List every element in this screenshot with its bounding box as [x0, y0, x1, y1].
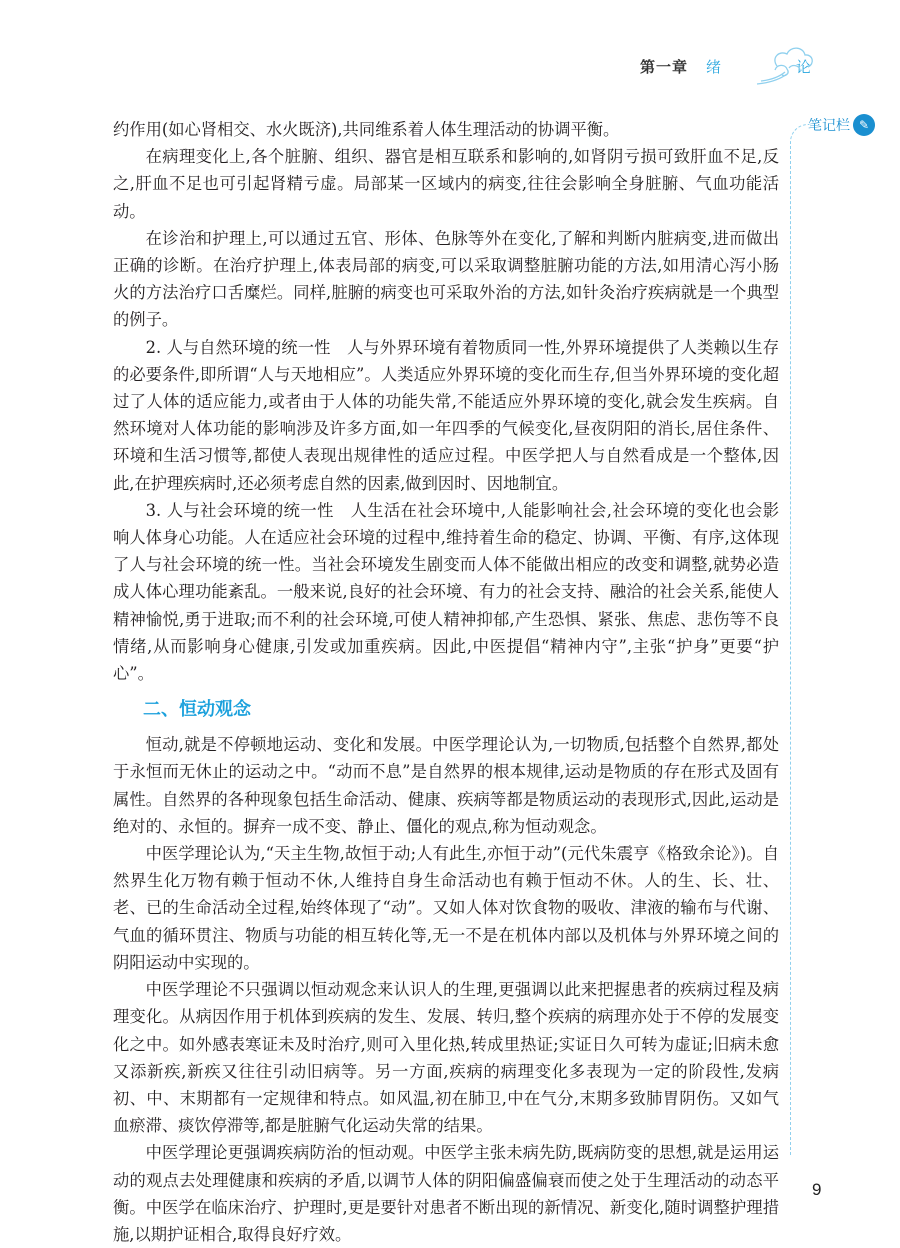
notes-bar-text: 笔记栏 [808, 118, 850, 134]
chapter-number: 第一章 [640, 58, 689, 76]
paragraph: 中医学理论不只强调以恒动观念来认识人的生理,更强调以此来把握患者的疾病过程及病理变化。从病因作用于机体到疾病的发生、发展、转归,整个疾病的病理亦处于不停的发展变化之中。如外感表寒证未及时治疗,则可入里化热,转成里热证;实证日久可转为虚证;旧病未愈又添新疾,新疾又往往引动旧病等。另一方面,疾病的病理变化多表现为一定的阶段性,发病初、中、末期都有一定规律和特点。如风温,初在肺卫,中在气分,末期多致肺胃阴伤。又如气血瘀滞、痰饮停滞等,都是脏腑气化运动失常的结果。 [113, 980, 779, 1136]
section-heading: 二、恒动观念 [143, 699, 251, 721]
paragraph: 中医学理论认为,“天主生物,故恒于动;人有此生,亦恒于动”(元代朱震亨《格致余论》)。自然界生化万物有赖于恒动不休,人维持自身生命活动也有赖于恒动不休。人的生、长、壮、老、已的生命活动全过程,始终体现了“动”。又如人体对饮食物的吸收、津液的输布与代谢、气血的循环贯注、物质与功能的相互转化等,无一不是在机体内部以及机体与外界环境之间的阴阳运动中实现的。 [113, 844, 779, 972]
body-text [113, 116, 779, 1248]
chapter-title: 绪 论 [706, 58, 842, 76]
paragraph: 恒动,就是不停顿地运动、变化和发展。中医学理论认为,一切物质,包括整个自然界,都处于永恒而无休止的运动之中。“动而不息”是自然界的根本规律,运动是物质的存在形式及固有属性。自然界的各种现象包括生命活动、健康、疾病等都是物质运动的表现形式,因此,运动是绝对的、永恒的。摒弃一成不变、静止、僵化的观点,称为恒动观念。 [113, 735, 779, 836]
cloud-ornament-icon [755, 44, 815, 86]
paragraph: 中医学理论更强调疾病防治的恒动观。中医学主张未病先防,既病防变的思想,就是运用运动的观点去处理健康和疾病的矛盾,以调节人体的阴阳偏盛偏衰而使之处于生理活动的动态平衡。中医学在临床治疗、护理时,更是要针对患者不断出现的新情况、新变化,随时调整护理措施,以期护证相合,取得良好疗效。 [113, 1143, 779, 1244]
note-pencil-icon: ✎ [853, 114, 875, 136]
notes-bar-label [808, 114, 875, 136]
notes-margin-line [790, 124, 809, 1155]
paragraph: 约作用(如心肾相交、水火既济),共同维系着人体生理活动的协调平衡。 [113, 120, 620, 139]
paragraph: 在诊治和护理上,可以通过五官、形体、色脉等外在变化,了解和判断内脏病变,进而做出正确的诊断。在治疗护理上,体表局部的病变,可以采取调整脏腑功能的方法,如用清心泻小肠火的方法治疗口舌糜烂。同样,脏腑的病变也可采取外治的方法,如针灸治疗疾病就是一个典型的例子。 [113, 228, 779, 330]
paragraph: 在病理变化上,各个脏腑、组织、器官是相互联系和影响的,如肾阴亏损可致肝血不足,反之,肝血不足也可引起肾精亏虚。局部某一区域内的病变,往往会影响全身脏腑、气血功能活动。 [113, 147, 779, 221]
page-number: 9 [812, 1180, 822, 1199]
paragraph: 2. 人与自然环境的统一性 人与外界环境有着物质同一性,外界环境提供了人类赖以生存的必要条件,即所谓“人与天地相应”。人类适应外界环境的变化而生存,但当外界环境的变化超过了人体的适应能力,或者由于人体的功能失常,不能适应外界环境的变化,就会发生疾病。自然环境对人体功能的影响涉及许多方面,如一年四季的气候变化,昼夜阴阳的消长,居住条件、环境和生活习惯等,都使人表现出规律性的适应过程。中医学把人与自然看成是一个整体,因此,在护理疾病时,还必须考虑自然的因素,做到因时、因地制宜。 [113, 337, 779, 493]
paragraph: 3. 人与社会环境的统一性 人生活在社会环境中,人能影响社会,社会环境的变化也会影响人体身心功能。人在适应社会环境的过程中,维持着生命的稳定、协调、平衡、有序,这体现了人与社会环境的统一性。当社会环境发生剧变而人体不能做出相应的改变和调整,就势必造成人体心理功能紊乱。一般来说,良好的社会环境、有力的社会支持、融洽的社会关系,能使人精神愉悦,勇于进取;而不利的社会环境,可使人精神抑郁,产生恐惧、紧张、焦虑、悲伤等不良情绪,从而影响身心健康,引发或加重疾病。因此,中医提倡“精神内守”,主张“护身”更要“护心”。 [113, 500, 779, 684]
